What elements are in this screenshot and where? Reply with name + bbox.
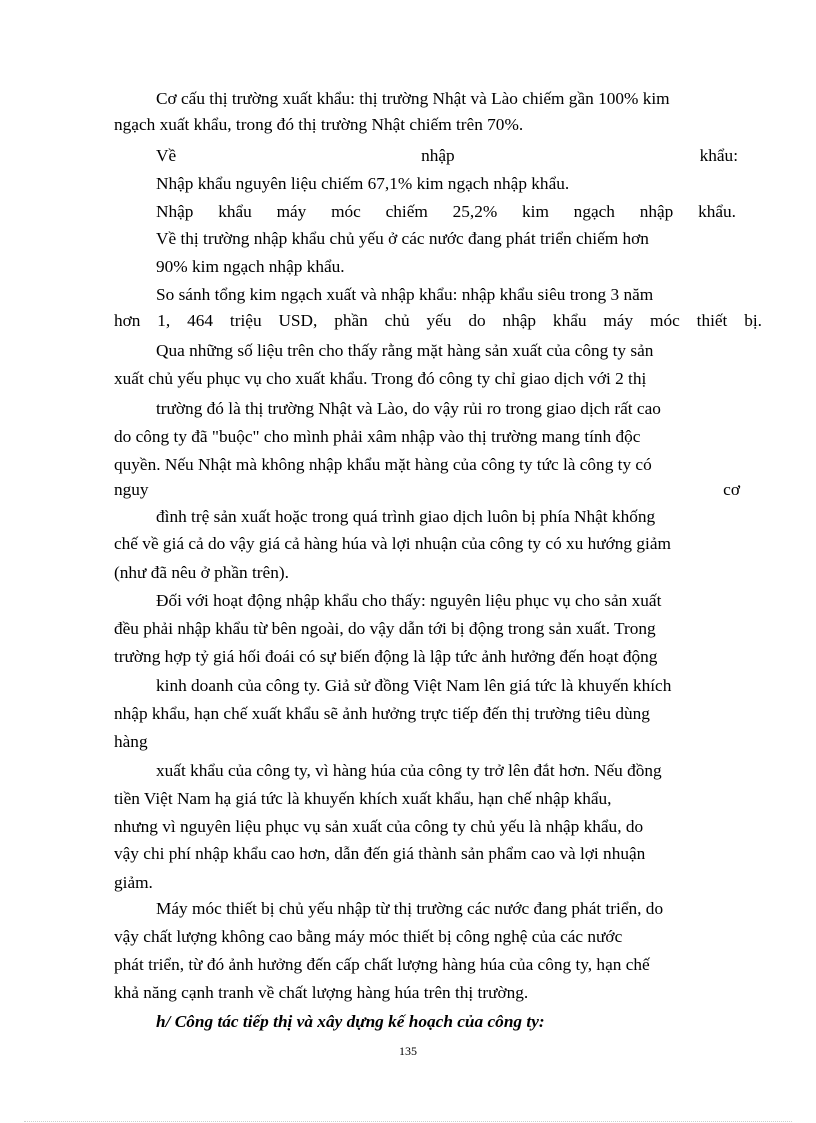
text-line: Qua những số liệu trên cho thấy rằng mặt hàng sản xuất của công ty sản: [156, 341, 654, 360]
text-line: Về thị trường nhập khẩu chủ yếu ở các nước đang phát triển chiếm hơn: [156, 229, 649, 248]
text-line: nguy cơ: [114, 480, 740, 499]
text-line: đều phải nhập khẩu từ bên ngoài, do vậy dẫn tới bị động trong sản xuất. Trong: [114, 619, 656, 638]
text-line: Nhập khẩu máy móc chiếm 25,2% kim ngạch nhập khẩu.: [156, 202, 736, 221]
text-line: 90% kim ngạch nhập khẩu.: [156, 257, 345, 276]
text-line: Cơ cấu thị trường xuất khẩu: thị trường Nhật và Lào chiếm gần 100% kim: [156, 89, 670, 108]
text-line: đình trệ sản xuất hoặc trong quá trình giao dịch luôn bị phía Nhật khống: [156, 507, 656, 526]
text-line: tiền Việt Nam hạ giá tức là khuyến khích xuất khẩu, hạn chế nhập khẩu,: [114, 789, 612, 808]
text-line: ngạch xuất khẩu, trong đó thị trường Nhật chiếm trên 70%.: [114, 115, 524, 134]
text-line: Nhập khẩu nguyên liệu chiếm 67,1% kim ngạch nhập khẩu.: [156, 174, 570, 193]
page-number: 135: [399, 1044, 417, 1058]
page-divider: [24, 1121, 792, 1122]
text-line: trường hợp tỷ giá hối đoái có sự biến động là lập tức ảnh hưởng đến hoạt động: [114, 647, 658, 666]
text-line: quyền. Nếu Nhật mà không nhập khẩu mặt hàng của công ty tức là công ty có: [114, 455, 652, 474]
text-line: Đối với hoạt động nhập khẩu cho thấy: nguyên liệu phục vụ cho sản xuất: [156, 591, 662, 610]
section-heading: h/ Công tác tiếp thị và xây dựng kế hoạch của công ty:: [156, 1012, 545, 1031]
text-line: So sánh tổng kim ngạch xuất và nhập khẩu: nhập khẩu siêu trong 3 năm: [156, 285, 654, 304]
text-line: xuất khẩu của công ty, vì hàng húa của công ty trở lên đắt hơn. Nếu đồng: [156, 761, 662, 780]
text-line: do công ty đã "buộc" cho mình phải xâm nhập vào thị trường mang tính độc: [114, 427, 641, 446]
text-line: nhưng vì nguyên liệu phục vụ sản xuất của công ty chủ yếu là nhập khẩu, do: [114, 817, 644, 836]
text-line: hàng: [114, 732, 148, 751]
text-line: vậy chất lượng không cao bằng máy móc thiết bị công nghệ của các nước: [114, 927, 623, 946]
text-line: vậy chi phí nhập khẩu cao hơn, dẫn đến giá thành sản phẩm cao và lợi nhuận: [114, 844, 646, 863]
text-line: trường đó là thị trường Nhật và Lào, do vậy rủi ro trong giao dịch rất cao: [156, 399, 661, 418]
text-line: chế về giá cả do vậy giá cả hàng húa và lợi nhuận của công ty có xu hướng giảm: [114, 534, 671, 553]
text-line: hơn 1, 464 triệu USD, phần chủ yếu do nhập khẩu máy móc thiết bị.: [114, 311, 762, 330]
text-line: nhập khẩu, hạn chế xuất khẩu sẽ ảnh hưởng trực tiếp đến thị trường tiêu dùng: [114, 704, 650, 723]
text-line: khả năng cạnh tranh về chất lượng hàng húa trên thị trường.: [114, 983, 529, 1002]
text-line: (như đã nêu ở phần trên).: [114, 563, 289, 582]
text-line: phát triển, từ đó ảnh hưởng đến cấp chất lượng hàng húa của công ty, hạn chế: [114, 955, 650, 974]
text-line: kinh doanh của công ty. Giả sử đồng Việt Nam lên giá tức là khuyến khích: [156, 676, 672, 695]
text-line: giảm.: [114, 873, 153, 892]
text-line: Về nhập khẩu:: [156, 146, 738, 165]
text-line: xuất chủ yếu phục vụ cho xuất khẩu. Trong đó công ty chỉ giao dịch với 2 thị: [114, 369, 647, 388]
text-line: Máy móc thiết bị chủ yếu nhập từ thị trường các nước đang phát triển, do: [156, 899, 664, 918]
